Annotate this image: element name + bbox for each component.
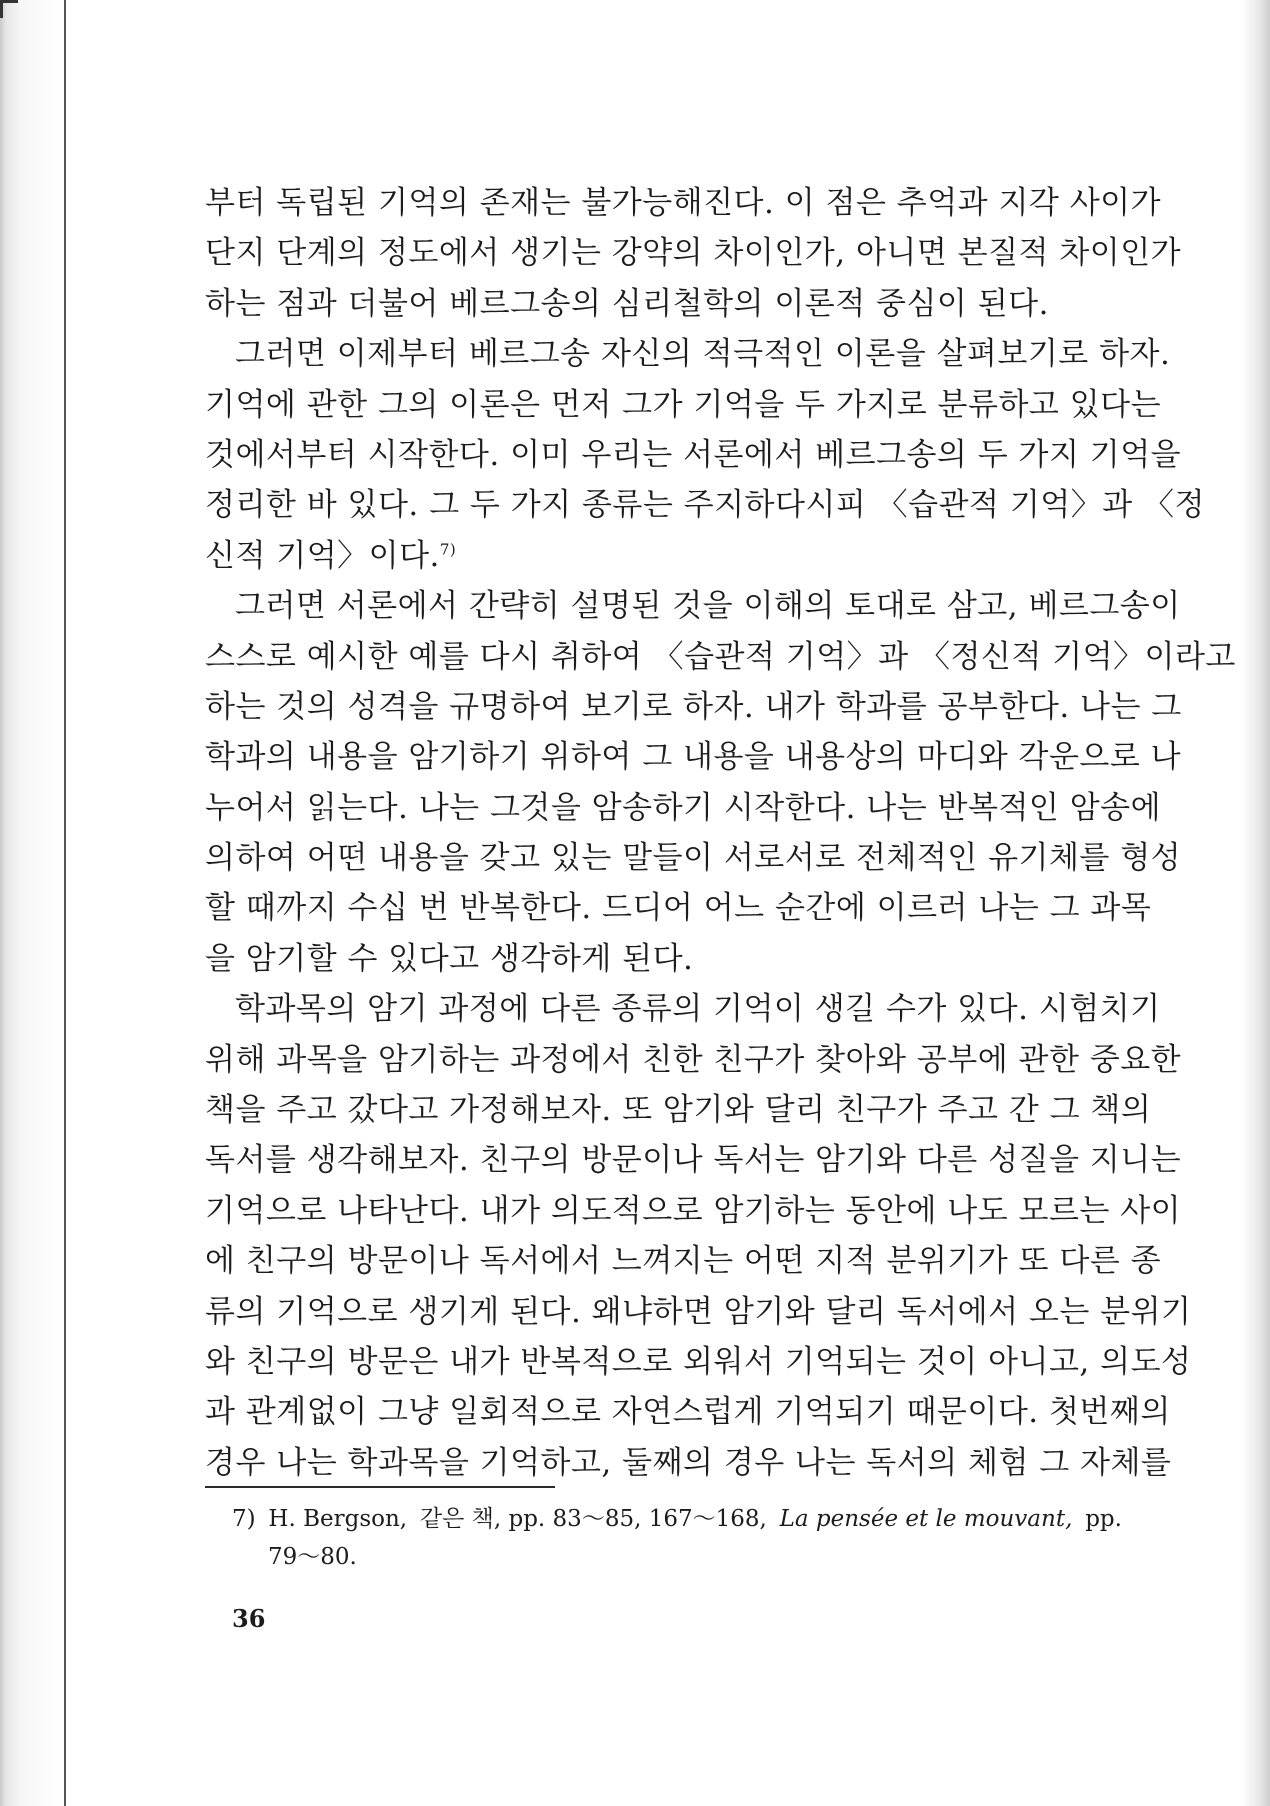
- text-line: 누어서 읽는다. 나는 그것을 암송하기 시작한다. 나는 반복적인 암송에: [205, 789, 1162, 826]
- footnote-line: [232, 1538, 1122, 1576]
- footnote-number: 7): [232, 1506, 256, 1532]
- text-line: 학과목의 암기 과정에 다른 종류의 기억이 생길 수가 있다. 시험치기: [235, 991, 1161, 1028]
- text-line: 그러면 이제부터 베르그송 자신의 적극적인 이론을 살펴보기로 하자.: [235, 336, 1171, 373]
- text-line: 기억에 관한 그의 이론은 먼저 그가 기억을 두 가지로 분류하고 있다는: [205, 386, 1162, 423]
- text-line: 단지 단계의 정도에서 생기는 강약의 차이인가, 아니면 본질적 차이인가: [205, 235, 1182, 272]
- page-corner-mark: [0, 0, 18, 18]
- page-number: 36: [232, 1604, 266, 1633]
- text-line: 과 관계없이 그냥 일회적으로 자연스럽게 기억되기 때문이다. 첫번째의: [205, 1394, 1171, 1431]
- footnote-continuation: 79～80.: [268, 1544, 357, 1570]
- page-left-edge: [0, 0, 66, 1806]
- text-line: 것에서부터 시작한다. 이미 우리는 서론에서 베르그송의 두 가지 기억을: [205, 436, 1182, 473]
- text-line: 기억으로 나타난다. 내가 의도적으로 암기하는 동안에 나도 모르는 사이: [205, 1192, 1182, 1229]
- text-line: 독서를 생각해보자. 친구의 방문이나 독서는 암기와 다른 성질을 지니는: [205, 1142, 1182, 1179]
- footnote-text: 같은 책, pp. 83～85, 167～168,: [419, 1506, 767, 1532]
- footnote-reference: 7): [439, 540, 457, 559]
- text-line: 부터 독립된 기억의 존재는 불가능해진다. 이 점은 추억과 지각 사이가: [205, 185, 1162, 221]
- text-line: 을 암기할 수 있다고 생각하게 된다.: [205, 940, 694, 977]
- text-line: 의하여 어떤 내용을 갖고 있는 말들이 서로서로 전체적인 유기체를 형성: [205, 840, 1182, 877]
- footnote-pages: pp.: [1085, 1506, 1122, 1532]
- text-line: 하는 것의 성격을 규명하여 보기로 하자. 내가 학과를 공부한다. 나는 그: [205, 688, 1182, 725]
- text-line: 학과의 내용을 암기하기 위하여 그 내용을 내용상의 마디와 각운으로 나: [205, 739, 1182, 776]
- footnote-divider: [205, 1486, 555, 1488]
- text-line: 위해 과목을 암기하는 과정에서 친한 친구가 찾아와 공부에 관한 중요한: [205, 1041, 1182, 1078]
- text-line: 스스로 예시한 예를 다시 취하여 〈습관적 기억〉과 〈정신적 기억〉이라고: [205, 638, 1236, 675]
- text-line: 에 친구의 방문이나 독서에서 느껴지는 어떤 지적 분위기가 또 다른 종: [205, 1243, 1162, 1280]
- body-text: [205, 178, 1236, 1488]
- text-line: 경우 나는 학과목을 기억하고, 둘째의 경우 나는 독서의 체험 그 자체를: [205, 1444, 1172, 1481]
- text-line: 류의 기억으로 생기게 된다. 왜냐하면 암기와 달리 독서에서 오는 분위기: [205, 1293, 1192, 1330]
- page-binding-line: [64, 0, 66, 1806]
- footnote-italic-title: La pensée et le mouvant,: [779, 1506, 1073, 1532]
- footnote-line: [232, 1500, 1122, 1538]
- footnote-author: H. Bergson,: [268, 1506, 408, 1532]
- text-line: 와 친구의 방문은 내가 반복적으로 외워서 기억되는 것이 아니고, 의도성: [205, 1343, 1192, 1380]
- text-line: 책을 주고 갔다고 가정해보자. 또 암기와 달리 친구가 주고 간 그 책의: [205, 1092, 1152, 1129]
- text-line: 그러면 서론에서 간략히 설명된 것을 이해의 토대로 삼고, 베르그송이: [235, 588, 1181, 625]
- text-line: 신적 기억〉이다.$^{7)}$: [205, 537, 457, 574]
- text-line: 하는 점과 더불어 베르그송의 심리철학의 이론적 중심이 된다.: [205, 285, 1049, 322]
- text-line: 정리한 바 있다. 그 두 가지 종류는 주지하다시피 〈습관적 기억〉과 〈정: [205, 487, 1205, 524]
- text-line: 할 때까지 수십 번 반복한다. 드디어 어느 순간에 이르러 나는 그 과목: [205, 890, 1152, 927]
- footnote: [232, 1500, 1122, 1576]
- page-right-shadow: [1242, 0, 1270, 1806]
